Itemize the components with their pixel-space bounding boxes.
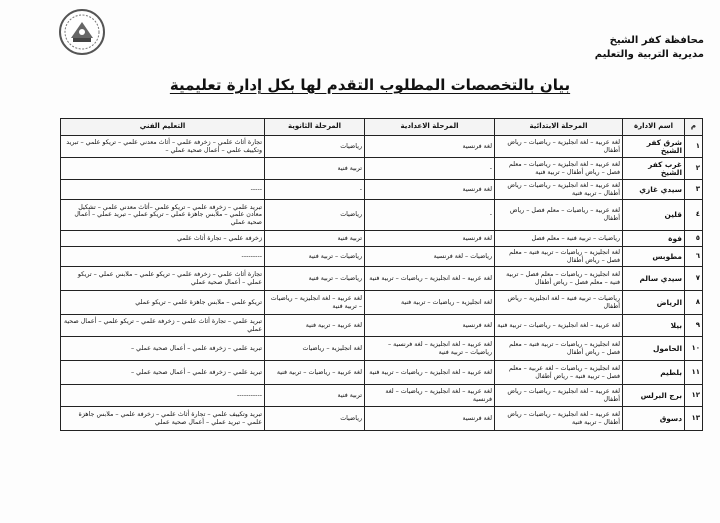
row-technical: تجارة أثاث علمي – زخرفة علمي – تريكو علمي – ملابس عملي – تريكو عملي – أعمال صحية عملي	[61, 267, 265, 291]
table-row	[61, 231, 703, 247]
row-preparatory: لغة انجليزية – رياضيات – تربية فنية	[365, 291, 495, 315]
row-num: ١٣	[685, 407, 703, 431]
row-primary: لغة انجليزية – رياضيات – تربية فنية – معلم فصل – رياض أطفال	[495, 337, 623, 361]
row-preparatory: رياضيات – لغة فرنسية	[365, 247, 495, 267]
table-row	[61, 337, 703, 361]
header-num: م	[685, 119, 703, 136]
row-admin: فوة	[623, 231, 685, 247]
row-admin: مطوبس	[623, 247, 685, 267]
row-primary: لغة انجليزية – رياضيات – معلم فصل – تربية فنية – معلم فصل – رياض أطفال	[495, 267, 623, 291]
row-technical: تبريد وتكييف علمي – تجارة أثاث علمي – زخرفة علمي – ملابس جاهزة علمي – تبريد عملي – أعمال صحية عملي	[61, 407, 265, 431]
row-admin: سيدي غازي	[623, 180, 685, 200]
table-header-row	[61, 119, 703, 136]
row-preparatory: لغة فرنسية	[365, 315, 495, 337]
table-row	[61, 407, 703, 431]
specializations-table	[60, 118, 703, 431]
row-technical: تبريد علمي – تجارة أثاث علمي – زخرفة علمي – تريكو علمي – أعمال صحية عملي	[61, 315, 265, 337]
row-num: ١٢	[685, 385, 703, 407]
row-num: ٩	[685, 315, 703, 337]
row-technical: -----	[61, 180, 265, 200]
page-title: بيان بالتخصصات المطلوب التقدم لها بكل إدارة تعليمية	[169, 76, 571, 94]
row-num: ٤	[685, 200, 703, 231]
row-preparatory: لغة عربية – لغة انجليزية – رياضيات – تربية فنية	[365, 267, 495, 291]
row-secondary: رياضيات – تربية فنية	[265, 247, 365, 267]
table-row	[61, 158, 703, 180]
row-num: ١٠	[685, 337, 703, 361]
row-admin: برج البرلس	[623, 385, 685, 407]
row-secondary: لغة عربية – لغة انجليزية – رياضيات – تربية فنية	[265, 291, 365, 315]
row-primary: لغة انجليزية – رياضيات – لغة عربية – معلم فصل – تربية فنية – رياض أطفال	[495, 361, 623, 385]
row-admin: الرياض	[623, 291, 685, 315]
row-primary: لغة عربية – لغة انجليزية – رياضيات – معلم فصل – رياض أطفال – تربية فنية	[495, 158, 623, 180]
row-primary: لغة عربية – لغة انجليزية – رياضيات – رياض أطفال – تربية فنية	[495, 180, 623, 200]
row-secondary: لغة انجليزية – رياضيات	[265, 337, 365, 361]
row-primary: رياضيات – تربية فنية – معلم فصل	[495, 231, 623, 247]
header-primary: المرحلة الابتدائية	[495, 119, 623, 136]
table-row	[61, 315, 703, 337]
row-preparatory: لغة فرنسية	[365, 136, 495, 158]
table-row	[61, 247, 703, 267]
row-admin: دسوق	[623, 407, 685, 431]
row-preparatory: لغة فرنسية	[365, 231, 495, 247]
header-admin: اسم الادارة	[623, 119, 685, 136]
row-secondary: رياضيات	[265, 136, 365, 158]
header-preparatory: المرحلة الاعدادية	[365, 119, 495, 136]
row-technical: -----------	[61, 385, 265, 407]
row-technical: ---------	[61, 247, 265, 267]
row-num: ٣	[685, 180, 703, 200]
row-primary: لغة عربية – لغة انجليزية – رياضيات – رياض أطفال	[495, 136, 623, 158]
row-primary: لغة عربية – لغة انجليزية – رياضيات – رياض أطفال – تربية فنية	[495, 407, 623, 431]
row-primary: لغة عربية – لغة انجليزية – رياضيات – رياض أطفال	[495, 385, 623, 407]
row-admin: غرب كفر الشيخ	[623, 158, 685, 180]
table-row	[61, 200, 703, 231]
governorate-name: محافظة كفر الشيخ	[609, 35, 704, 46]
row-num: ١١	[685, 361, 703, 385]
row-admin: قلين	[623, 200, 685, 231]
header	[595, 34, 704, 62]
row-preparatory: لغة عربية – لغة انجليزية – لغة فرنسية – رياضيات – تربية فنية	[365, 337, 495, 361]
row-admin: شرق كفر الشيخ	[623, 136, 685, 158]
row-preparatory: لغة فرنسية	[365, 407, 495, 431]
row-admin: بلطيم	[623, 361, 685, 385]
row-preparatory: لغة عربية – لغة انجليزية – رياضيات – لغة فرنسية	[365, 385, 495, 407]
header-technical: التعليم الفني	[61, 119, 265, 136]
row-preparatory: -	[365, 158, 495, 180]
header-secondary: المرحلة الثانوية	[265, 119, 365, 136]
directorate-name: مديرية التربية والتعليم	[594, 49, 704, 60]
row-secondary: لغة عربية – رياضيات – تربية فنية	[265, 361, 365, 385]
row-num: ٧	[685, 267, 703, 291]
row-admin: سيدي سالم	[623, 267, 685, 291]
row-technical: زخرفة علمي – تجارة أثاث علمي	[61, 231, 265, 247]
table-row	[61, 361, 703, 385]
row-technical: تبريد علمي – زخرفة علمي – أعمال صحية عملي –	[61, 337, 265, 361]
table-row	[61, 136, 703, 158]
row-technical	[61, 158, 265, 180]
row-secondary: -	[265, 180, 365, 200]
table-row	[61, 180, 703, 200]
row-technical: تريكو علمي – ملابس جاهزة علمي – تريكو عملي	[61, 291, 265, 315]
row-technical: تبريد علمي – زخرفة علمي – تريكو علمي –أثاث معدني علمي – تشكيل معادن علمي – ملابس جاهزة عملي – تريكو عملي – تبريد عملي – أعمال صحية عملي	[61, 200, 265, 231]
row-primary: لغة عربية – رياضيات – معلم فصل – رياض أطفال	[495, 200, 623, 231]
row-num: ٦	[685, 247, 703, 267]
row-secondary: تربية فنية	[265, 158, 365, 180]
row-secondary: لغة عربية – تربية فنية	[265, 315, 365, 337]
row-secondary: رياضيات	[265, 200, 365, 231]
row-secondary: رياضيات	[265, 407, 365, 431]
row-num: ١	[685, 136, 703, 158]
row-primary: رياضيات – تربية فنية – لغة انجليزية – رياض أطفال	[495, 291, 623, 315]
ministry-seal-icon	[58, 8, 106, 56]
table-row	[61, 267, 703, 291]
row-technical: تبريد علمي – زخرفة علمي – أعمال صحية عملي –	[61, 361, 265, 385]
row-primary: لغة عربية – لغة انجليزية – رياضيات – تربية فنية	[495, 315, 623, 337]
table-row	[61, 291, 703, 315]
row-secondary: رياضيات – تربية فنية	[265, 267, 365, 291]
row-admin: بيلا	[623, 315, 685, 337]
row-num: ٢	[685, 158, 703, 180]
table-row	[61, 385, 703, 407]
row-num: ٥	[685, 231, 703, 247]
row-num: ٨	[685, 291, 703, 315]
row-preparatory: لغة فرنسية	[365, 180, 495, 200]
row-primary: لغة انجليزية – رياضيات – تربية فنية – معلم فصل – رياض أطفال	[495, 247, 623, 267]
row-technical: تجارة أثاث علمي – زخرفة علمي – أثاث معدني علمي – تريكو علمي – تبريد وتكييف علمي – أعمال صحية عملي –	[61, 136, 265, 158]
row-secondary: تربية فنية	[265, 231, 365, 247]
row-preparatory: -	[365, 200, 495, 231]
row-admin: الحامول	[623, 337, 685, 361]
row-preparatory: لغة عربية – لغة انجليزية – رياضيات – تربية فنية	[365, 361, 495, 385]
row-secondary: تربية فنية	[265, 385, 365, 407]
